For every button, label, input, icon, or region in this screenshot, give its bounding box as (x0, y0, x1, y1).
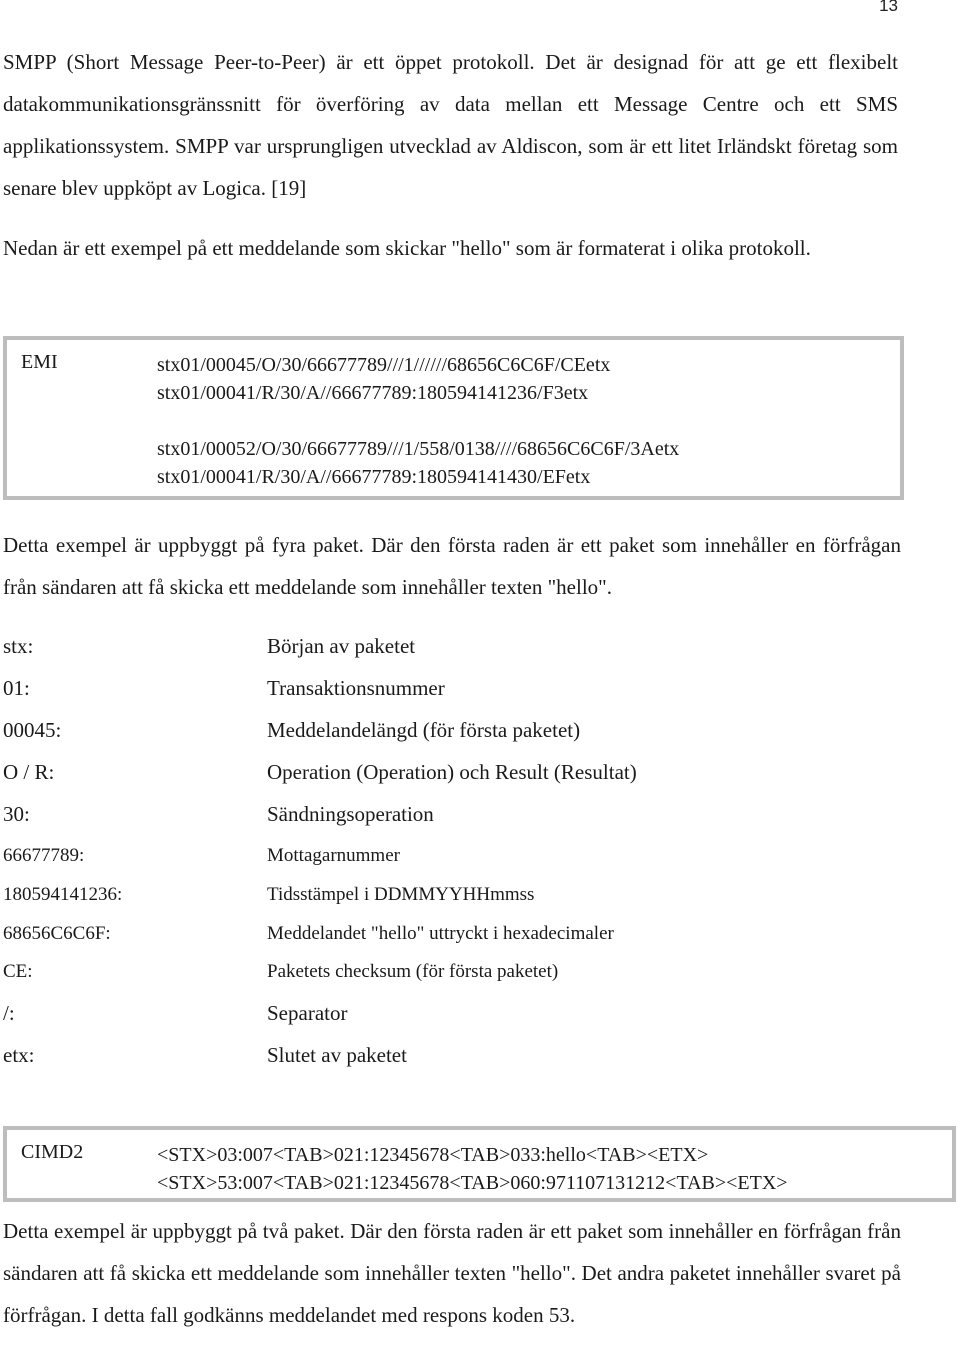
definition-term: etx: (3, 1043, 35, 1067)
emi-line-3: stx01/00052/O/30/66677789///1/558/0138////68656C6C6F/3Aetx (157, 438, 680, 460)
definition-description: Meddelandelängd (för första paketet) (267, 718, 581, 742)
definition-description: Operation (Operation) och Result (Resultat) (267, 760, 637, 784)
definition-term: 68656C6C6F: (3, 923, 111, 944)
emi-description-text: Detta exempel är uppbyggt på fyra paket. Där den första raden är ett paket som innehåller en förfrågan från sändaren att få skicka ett meddelande som innehåller texten "hello". (3, 533, 901, 599)
definition-description: Paketets checksum (för första paketet) (267, 961, 559, 982)
definition-row (3, 836, 903, 876)
emi-packet-group-2 (157, 435, 679, 491)
definition-term: 00045: (3, 718, 62, 742)
definition-row (3, 626, 903, 666)
definition-description: Slutet av paketet (267, 1043, 407, 1067)
definition-row (3, 914, 903, 954)
emi-label: EMI (21, 351, 58, 373)
definition-term: 180594141236: (3, 884, 123, 905)
emi-line-2: stx01/00041/R/30/A//66677789:180594141236/F3etx (157, 382, 589, 404)
definition-description: Tidsstämpel i DDMMYYHHmmss (267, 884, 535, 905)
emi-example-box (3, 336, 904, 500)
definition-description: Sändningsoperation (267, 802, 434, 826)
emi-packet-group-1 (157, 351, 610, 407)
page-number: 13 (879, 0, 898, 15)
cimd2-line-2: <STX>53:007<TAB>021:12345678<TAB>060:971107131212<TAB><ETX> (157, 1172, 788, 1194)
cimd2-line-1: <STX>03:007<TAB>021:12345678<TAB>033:hello<TAB><ETX> (157, 1144, 709, 1166)
definition-description: Mottagarnummer (267, 845, 400, 866)
definition-description: Början av paketet (267, 634, 416, 658)
intro-text: SMPP (Short Message Peer-to-Peer) är ett öppet protokoll. Det är designad för att ge ett flexibelt datakommunikationsgränssnitt för överföring av data mellan ett Message Centre och ett SMS applikationssystem. SMPP var ursprungligen utvecklad av Aldiscon, som är ett litet Irländskt företag som senare blev uppköpt av Logica. [19] (3, 50, 898, 200)
cimd2-description-paragraph (3, 1210, 901, 1336)
cimd2-packets (157, 1141, 788, 1197)
emi-line-4: stx01/00041/R/30/A//66677789:180594141430/EFetx (157, 466, 591, 488)
definition-row (3, 875, 903, 915)
definition-term: /: (3, 1001, 15, 1025)
emi-line-1: stx01/00045/O/30/66677789///1//////68656C6C6F/CEetx (157, 354, 611, 376)
definition-row (3, 952, 903, 992)
definition-description: Transaktionsnummer (267, 676, 445, 700)
definition-term: 66677789: (3, 845, 85, 866)
definition-row (3, 752, 903, 792)
definition-row (3, 668, 903, 708)
example-paragraph (3, 227, 898, 269)
intro-paragraph (3, 41, 898, 209)
definition-row (3, 993, 903, 1033)
cimd2-label: CIMD2 (21, 1141, 84, 1163)
definition-row (3, 710, 903, 750)
cimd2-description-text: Detta exempel är uppbyggt på två paket. Där den första raden är ett paket som innehåller en förfrågan från sändaren att få skicka ett meddelande som innehåller texten "hello". Det andra paketet innehåller svaret på förfrågan. I detta fall godkänns meddelandet med respons koden 53. (3, 1219, 901, 1327)
definition-row (3, 794, 903, 834)
definition-term: 01: (3, 676, 30, 700)
definition-description: Meddelandet "hello" uttryckt i hexadecimaler (267, 923, 614, 944)
definition-description: Separator (267, 1001, 348, 1025)
definition-term: CE: (3, 961, 33, 982)
emi-description-paragraph (3, 524, 901, 608)
example-text: Nedan är ett exempel på ett meddelande som skickar "hello" som är formaterat i olika protokoll. (3, 236, 811, 260)
definition-term: 30: (3, 802, 30, 826)
definition-row (3, 1035, 903, 1075)
definition-term: stx: (3, 634, 34, 658)
cimd2-example-box (3, 1126, 956, 1202)
definition-term: O / R: (3, 760, 55, 784)
